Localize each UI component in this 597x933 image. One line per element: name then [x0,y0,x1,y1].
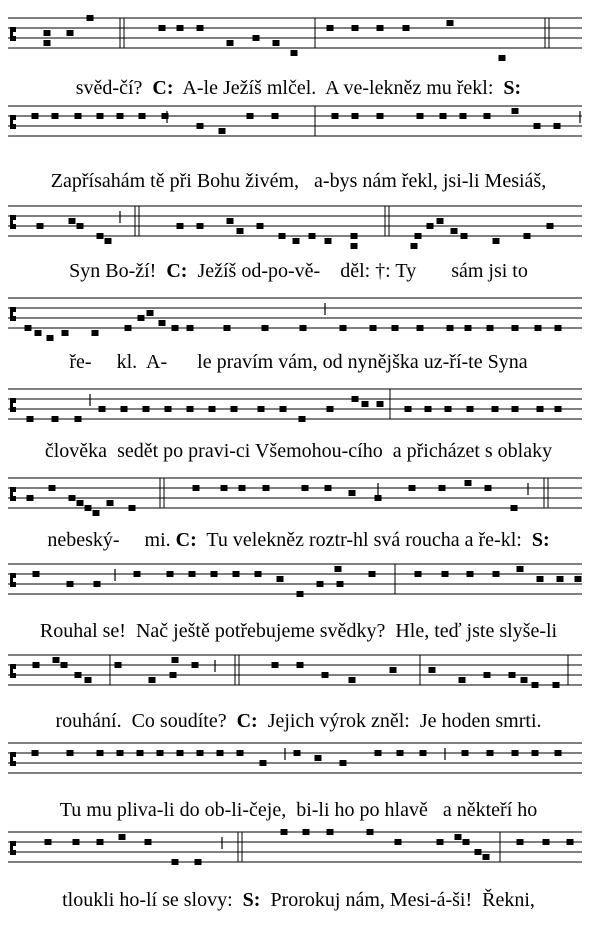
neume-note [172,657,179,663]
neume-note [351,233,358,239]
neume-note [370,325,377,331]
neume-note [227,218,234,224]
neume-note [94,581,101,587]
neume-note [231,406,238,412]
neume-note [197,750,204,756]
neume-note [73,839,80,845]
neume-note [294,750,301,756]
neume-note [147,310,154,316]
neume-note [159,25,166,31]
neume-note [547,223,554,229]
neume-note [177,25,184,31]
neume-note [322,672,329,678]
neume-note [521,677,528,683]
neume-note [192,662,199,668]
neume-note [537,576,544,582]
neume-note [37,223,44,229]
neume-note [27,416,34,422]
neume-note [377,113,384,119]
speaker-marker: S: [531,529,550,551]
neume-note [297,662,304,668]
c-clef-icon [10,573,16,587]
neume-note [467,406,474,412]
neume-note [227,40,234,46]
neume-note [280,406,287,412]
neume-note [121,406,128,412]
lyric-text: ře- kl. A- le pravím vám, od nynějška uz-ří-te Syna [69,351,528,373]
neume-note [390,667,397,673]
neume-note [460,113,467,119]
neume-note [484,113,491,119]
lyric-text: Syn Bo-ží! [69,260,167,282]
neume-note [509,672,516,678]
neume-note [115,662,122,668]
neume-note [455,834,462,840]
neume-note [461,233,468,239]
neume-note [532,682,539,688]
neume-note [367,829,374,835]
neume-note [44,40,51,46]
neume-note [487,325,494,331]
c-clef-icon [10,487,16,501]
neume-note [52,416,59,422]
neume-note [107,500,114,506]
neume-note [193,485,200,491]
neume-note [195,859,202,865]
neume-note [575,576,582,582]
neume-note [67,581,74,587]
neume-note [369,571,376,577]
neume-note [512,750,519,756]
neume-note [139,113,146,119]
neume-note [405,406,412,412]
neume-note [415,233,422,239]
lyric-text: Tu velekněz roztr-hl svá roucha a ře-kl: [196,529,532,551]
neume-note [134,571,141,577]
c-clef-icon [10,664,16,678]
neume-note [53,657,60,663]
neume-note [555,406,562,412]
neume-note [257,223,264,229]
neume-note [44,30,51,36]
speaker-marker: S: [503,77,522,99]
neume-note [105,238,112,244]
neume-note [189,571,196,577]
neume-note [99,406,106,412]
neume-note [117,113,124,119]
neume-note [415,571,422,577]
neume-note [67,30,74,36]
neume-note [512,406,519,412]
lyric-text: Jejich výrok zněl: Je hoden smrti. [257,710,542,732]
neume-note [75,416,82,422]
neume-note [492,406,499,412]
neume-note [362,401,369,407]
neume-note [197,25,204,31]
neume-note [517,839,524,845]
lyric-text: Zapřísahám tě při Bohu živém, a-bys nám řekl, jsi-li Mesiáš, [50,170,547,192]
neume-note [97,113,104,119]
lyric-line [0,529,597,551]
neume-note [327,829,334,835]
lyric-text: rouhání. Co soudíte? [55,710,237,732]
neume-note [69,495,76,501]
c-clef-icon [10,752,16,766]
neume-note [32,113,39,119]
neume-note [417,325,424,331]
neume-note [49,485,56,491]
neume-note [33,571,40,577]
neume-note [97,839,104,845]
neume-note [119,834,126,840]
neume-note [475,849,482,855]
lyric-text: tloukli ho-lí se slovy: [62,889,243,911]
neume-note [85,677,92,683]
neume-note [33,662,40,668]
neume-note [447,20,454,26]
neume-note [262,325,269,331]
neume-note [247,113,254,119]
neume-note [429,667,436,673]
neume-note [439,485,446,491]
neume-note [75,113,82,119]
neume-note [47,335,54,341]
c-clef-icon [10,215,16,229]
c-clef-icon [10,115,16,129]
neume-note [263,485,270,491]
neume-note [138,315,145,321]
speaker-marker: C: [166,260,188,282]
neume-note [411,243,418,249]
speaker-marker: C: [236,710,258,732]
neume-note [534,123,541,129]
neume-note [467,571,474,577]
neume-note [493,238,500,244]
neume-note [145,839,152,845]
neume-note [302,485,309,491]
c-clef-icon [10,27,16,41]
lyric-text: Tu mu pliva-li do ob-li-čeje, bi-li ho po hlavě a někteří ho [59,799,538,821]
neume-note [69,218,76,224]
neume-note [279,233,286,239]
neume-note [463,839,470,845]
c-clef-icon [10,307,16,321]
lyric-line [0,77,597,99]
neume-note [25,325,32,331]
neume-note [555,325,562,331]
neume-note [484,672,491,678]
neume-note [327,25,334,31]
lyric-line [0,440,597,462]
neume-note [300,325,307,331]
neume-note [451,228,458,234]
neume-note [137,750,144,756]
c-clef-icon [10,398,16,412]
neume-note [293,238,300,244]
neume-note [512,108,519,114]
lyric-line [0,170,597,192]
neume-note [325,238,332,244]
neume-note [437,839,444,845]
neume-note [92,330,99,336]
neume-note [437,218,444,224]
neume-note [327,406,334,412]
neume-note [483,854,490,860]
neume-note [537,406,544,412]
neume-note [567,839,574,845]
neume-note [177,750,184,756]
neume-note [32,750,39,756]
speaker-marker: C: [152,77,174,99]
neume-note [239,485,246,491]
neume-note [532,750,539,756]
neume-note [97,750,104,756]
neume-note [221,485,228,491]
neume-note [93,510,100,516]
neume-note [392,325,399,331]
neume-note [87,15,94,21]
lyric-line [0,710,597,732]
neume-note [352,113,359,119]
neume-note [535,325,542,331]
neume-note [377,25,384,31]
neume-note [85,505,92,511]
neume-note [165,406,172,412]
neume-note [272,662,279,668]
neume-note [427,223,434,229]
neume-note [425,406,432,412]
neume-note [462,750,469,756]
neume-note [299,416,306,422]
neume-note [237,228,244,234]
neume-note [349,490,356,496]
neume-note [157,750,164,756]
neume-note [233,571,240,577]
lyric-line [0,889,597,911]
neume-note [499,55,506,61]
neume-note [258,406,265,412]
neume-note [332,113,339,119]
lyric-line [0,620,597,642]
neume-note [170,672,177,678]
neume-note [417,113,424,119]
neume-note [125,325,132,331]
neume-note [197,223,204,229]
lyric-text: Ježíš od-po-vě- děl: †: Ty sám jsi to [187,260,528,282]
neume-note [217,750,224,756]
neume-note [159,320,166,326]
lyric-text: nebeský- mi. [47,529,176,551]
neume-note [553,682,560,688]
neume-note [375,495,382,501]
neume-note [297,591,304,597]
neume-note [447,325,454,331]
neume-note [149,677,156,683]
neume-note [317,581,324,587]
neume-note [143,406,150,412]
lyric-text: A-le Ježíš mlčel. A ve-lekněz mu řekl: [173,77,504,99]
neume-note [459,677,466,683]
neume-note [442,571,449,577]
neume-note [309,233,316,239]
neume-note [97,233,104,239]
neume-note [177,223,184,229]
neume-note [260,760,267,766]
neume-note [253,35,260,41]
neume-note [45,839,52,845]
neume-note [224,325,231,331]
neume-note [281,829,288,835]
neume-note [187,406,194,412]
neume-note [211,571,218,577]
neume-note [75,672,82,678]
neume-note [237,750,244,756]
neume-note [557,576,564,582]
neume-note [77,500,84,506]
neume-note [377,401,384,407]
neume-note [52,113,59,119]
lyric-text: Rouhal se! Nač ještě potřebujeme svědky? Hle, teď jste slyše-li [39,620,558,642]
neume-note [315,755,322,761]
neume-note [465,325,472,331]
neume-note [485,485,492,491]
lyric-line [0,799,597,821]
neume-note [291,50,298,56]
lyric-text: člověka sedět po pravi-ci Všemohou-cího a přicházet s oblaky [44,440,553,462]
neume-note [517,566,524,572]
neume-note [340,760,347,766]
neume-note [512,325,519,331]
neume-note [255,571,262,577]
neume-note [409,485,416,491]
neume-note [440,113,447,119]
neume-note [117,750,124,756]
lyric-text: Prorokuj nám, Mesi-á-ši! Řekni, [260,889,535,911]
neume-note [129,505,136,511]
neume-note [35,330,42,336]
neume-note [349,677,356,683]
neume-note [352,396,359,402]
neume-note [62,330,69,336]
neume-note [420,750,427,756]
neume-note [487,750,494,756]
neume-note [187,325,194,331]
neume-note [172,859,179,865]
neume-note [27,495,34,501]
neume-note [277,576,284,582]
neume-note [219,128,226,134]
neume-note [403,25,410,31]
neume-note [351,243,358,249]
neume-note [445,406,452,412]
neume-note [511,505,518,511]
lyric-text: svěd-čí? [75,77,153,99]
neume-note [162,113,169,119]
neume-note [77,223,84,229]
neume-note [337,581,344,587]
neume-note [524,233,531,239]
speaker-marker: S: [242,889,261,911]
c-clef-icon [10,841,16,855]
neume-note [325,485,332,491]
neume-note [554,123,561,129]
lyric-line [0,260,597,282]
neume-note [67,750,74,756]
neume-note [375,750,382,756]
neume-note [172,325,179,331]
neume-note [209,406,216,412]
neume-note [493,571,500,577]
neume-note [61,662,68,668]
neume-note [340,325,347,331]
neume-note [335,566,342,572]
neume-note [397,750,404,756]
neume-note [465,480,472,486]
neume-note [167,571,174,577]
lyric-line [0,351,597,373]
neume-note [352,25,359,31]
speaker-marker: C: [175,529,197,551]
neume-note [303,829,310,835]
neume-note [273,40,280,46]
neume-note [197,123,204,129]
neume-note [395,839,402,845]
neume-note [555,750,562,756]
neume-note [543,839,550,845]
neume-note [272,113,279,119]
